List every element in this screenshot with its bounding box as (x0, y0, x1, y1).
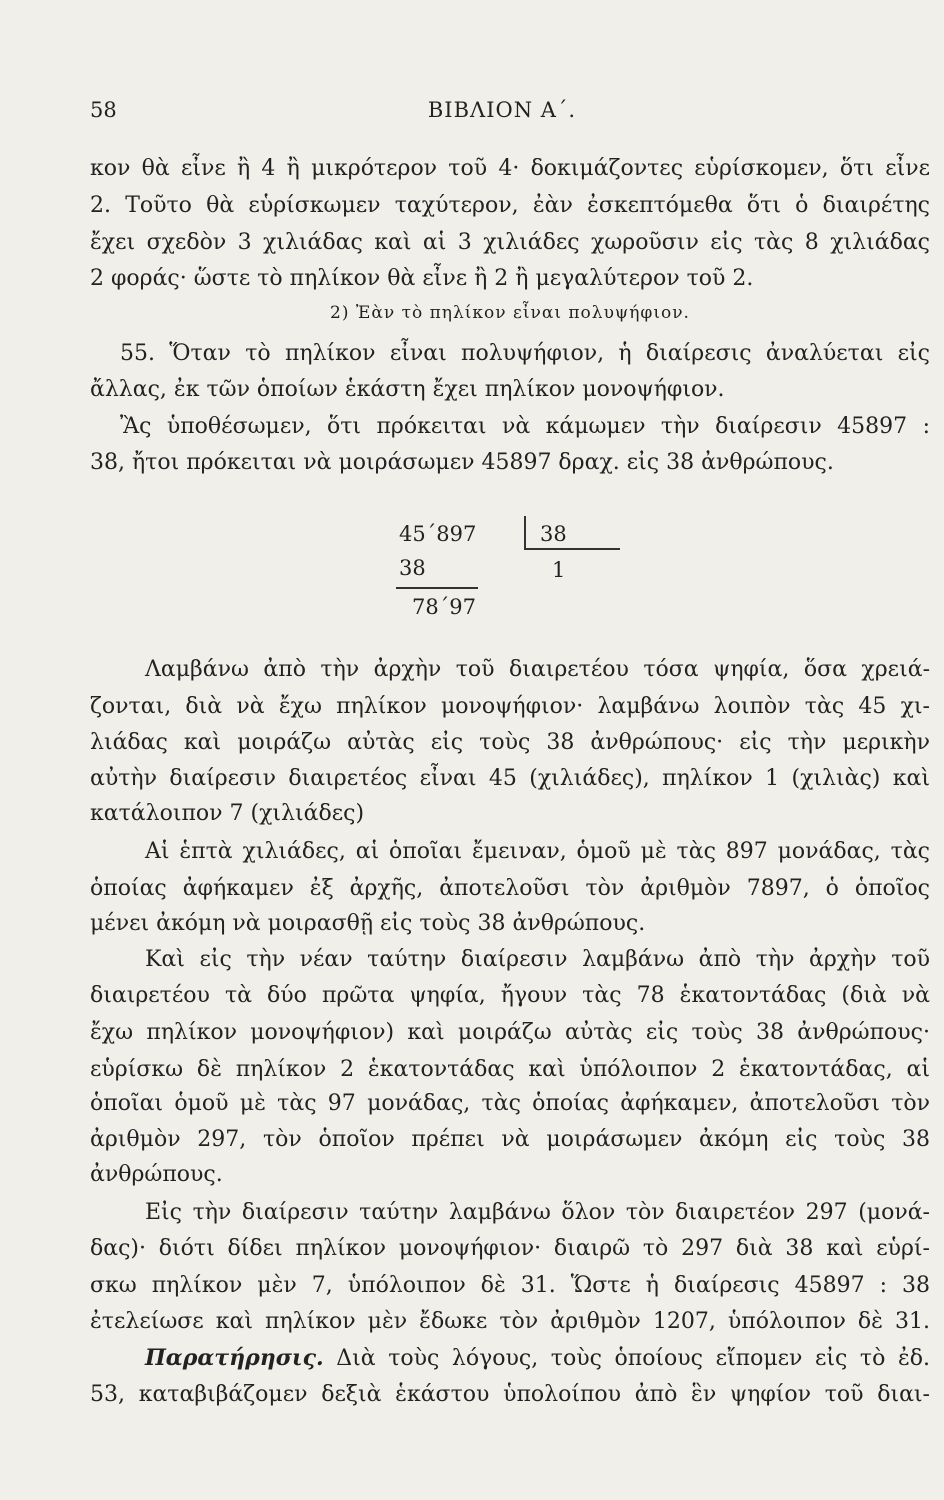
text-line: ὁποίας ἀφήκαμεν ἐξ ἀρχῆς, ἀποτελοῦσι τὸν ἀριθμὸν 7897, ὁ ὁποῖος (90, 876, 930, 901)
division-bar-vertical (524, 516, 526, 548)
text-line: ἄλλας, ἐκ τῶν ὁποίων ἑκάστη ἔχει πηλίκον μονοψήφιον. (90, 377, 725, 402)
text-line: κατάλοιπον 7 (χιλιάδες) (90, 801, 365, 826)
text-line: ὁποῖαι ὁμοῦ μὲ τὰς 97 μονάδας, τὰς ὁποίας ἀφήκαμεν, ἀποτελοῦσι τὸν (90, 1091, 930, 1116)
page-number: 58 (90, 98, 117, 122)
text-line: λιάδας καὶ μοιράζω αὐτὰς εἰς τοὺς 38 ἀνθρώπους· εἰς τὴν μερικὴν (90, 730, 930, 755)
quotient: 1 (552, 558, 566, 582)
text-line: 38, ἤτοι πρόκειται νὰ μοιράσωμεν 45897 δραχ. εἰς 38 ἀνθρώπους. (90, 450, 834, 475)
text-line: 2. Τοῦτο θὰ εὑρίσκωμεν ταχύτερον, ἐὰν ἐσκεπτόμεθα ὅτι ὁ διαιρέτης (90, 193, 930, 218)
text-line: Εἰς τὴν διαίρεσιν ταύτην λαμβάνω ὅλον τὸν διαιρετέον 297 (μονά- (145, 1200, 930, 1225)
remark-line (145, 1345, 930, 1371)
text-line: 2 φοράς· ὥστε τὸ πηλίκον θὰ εἶνε ἢ 2 ἢ μεγαλύτερον τοῦ 2. (90, 266, 754, 291)
running-head: ΒΙΒΛΙΟΝ Α΄. (427, 98, 577, 122)
text-line: σκω πηλίκον μὲν 7, ὑπόλοιπον δὲ 31. Ὥστε ἡ διαίρεσις 45897 : 38 (90, 1273, 930, 1298)
text-line: εὑρίσκω δὲ πηλίκον 2 ἑκατοντάδας καὶ ὑπόλοιπον 2 ἑκατοντάδας, αἱ (90, 1057, 930, 1082)
text-line: μένει ἀκόμη νὰ μοιρασθῇ εἰς τοὺς 38 ἀνθρώπους. (90, 911, 646, 936)
remark-label: Παρατήρησις. (145, 1345, 324, 1371)
text-line: ἀνθρώπους. (90, 1162, 223, 1187)
text-line: Λαμβάνω ἀπὸ τὴν ἀρχὴν τοῦ διαιρετέου τόσα ψηφία, ὅσα χρειά- (145, 657, 930, 682)
remainder: 78΄97 (412, 595, 476, 619)
text-line: Ἂς ὑποθέσωμεν, ὅτι πρόκειται νὰ κάμωμεν τὴν διαίρεσιν 45897 : (120, 414, 930, 439)
text-line: κον θὰ εἶνε ἢ 4 ἢ μικρότερον τοῦ 4· δοκιμάζοντες εὑρίσκομεν, ὅτι εἶνε (90, 156, 930, 181)
subtraction-line (396, 587, 478, 589)
text-line: ἔχω πηλίκον μονοψήφιον) καὶ μοιράζω αὐτὰς εἰς τοὺς 38 ἀνθρώπους· (90, 1020, 930, 1045)
text-line: Αἱ ἑπτὰ χιλιάδες, αἱ ὁποῖαι ἔμειναν, ὁμοῦ μὲ τὰς 897 μονάδας, τὰς (145, 839, 930, 864)
text-line: Καὶ εἰς τὴν νέαν ταύτην διαίρεσιν λαμβάνω ἀπὸ τὴν ἀρχὴν τοῦ (145, 947, 930, 972)
page-header (90, 98, 914, 134)
subtracted-value: 38 (399, 556, 426, 580)
dividend: 45΄897 (399, 522, 477, 546)
text-line: 55. Ὅταν τὸ πηλίκον εἶναι πολυψήφιον, ἡ διαίρεσις ἀναλύεται εἰς (120, 341, 930, 366)
text-line: ἀριθμὸν 297, τὸν ὁποῖον πρέπει νὰ μοιράσωμεν ἀκόμη εἰς τοὺς 38 (90, 1127, 930, 1152)
text-line: ἐτελείωσε καὶ πηλίκον μὲν ἔδωκε τὸν ἀριθμὸν 1207, ὑπόλοιπον δὲ 31. (90, 1309, 930, 1334)
text-line: δας)· διότι δίδει πηλίκον μονοψήφιον· διαιρῶ τὸ 297 διὰ 38 καὶ εὑρί- (90, 1236, 930, 1261)
division-bar-horizontal (524, 548, 620, 550)
text-line: ζονται, διὰ νὰ ἔχω πηλίκον μονοψήφιον· λαμβάνω λοιπὸν τὰς 45 χι- (90, 694, 930, 719)
divisor: 38 (540, 522, 567, 546)
text-line: ἔχει σχεδὸν 3 χιλιάδας καὶ αἱ 3 χιλιάδες χωροῦσιν εἰς τὰς 8 χιλιάδας (90, 230, 930, 255)
text-line: διαιρετέου τὰ δύο πρῶτα ψηφία, ἤγουν τὰς 78 ἑκατοντάδας (διὰ νὰ (90, 983, 930, 1008)
subheading: 2) Ἐὰν τὸ πηλίκον εἶναι πολυψήφιον. (330, 303, 690, 323)
remark-text: Διὰ τοὺς λόγους, τοὺς ὁποίους εἴπομεν εἰς τὸ ἐδ. (336, 1346, 930, 1371)
text-line: αὐτὴν διαίρεσιν διαιρετέος εἶναι 45 (χιλιάδες), πηλίκον 1 (χιλιὰς) καὶ (90, 766, 930, 791)
text-line: 53, καταβιβάζομεν δεξιὰ ἑκάστου ὑπολοίπου ἀπὸ ἓν ψηφίον τοῦ διαι- (90, 1382, 930, 1407)
